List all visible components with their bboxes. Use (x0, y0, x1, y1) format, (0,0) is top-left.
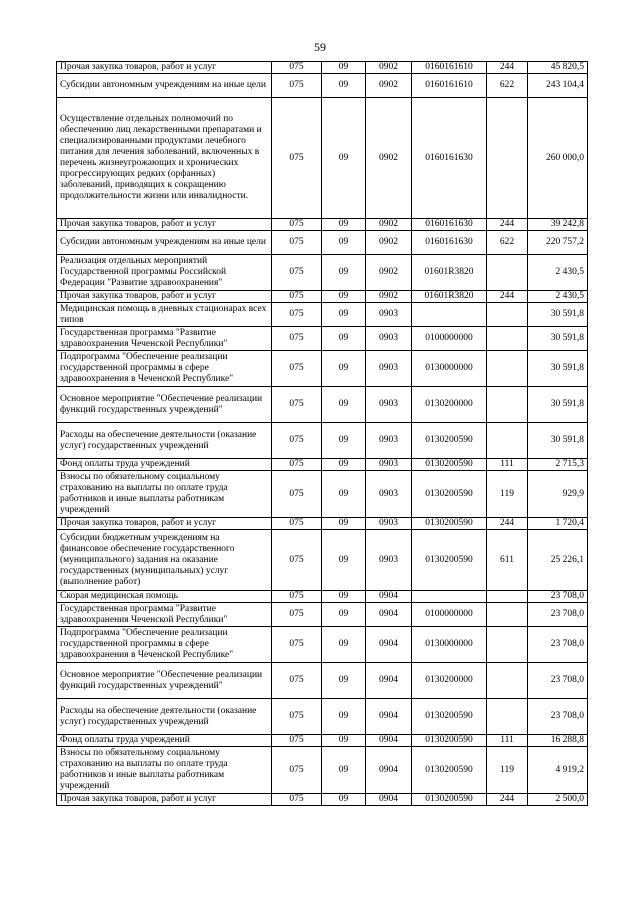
table-row (57, 98, 588, 219)
amount-cell: 243 104,4 (528, 74, 588, 98)
amount-cell: 30 591,8 (528, 423, 588, 459)
table-row (57, 231, 588, 255)
ministry-code-cell: 075 (272, 459, 322, 471)
row-name-cell: Прочая закупка товаров, работ и услуг (57, 518, 272, 530)
section-code-cell: 09 (322, 471, 366, 518)
table-row (57, 219, 588, 231)
row-name-cell: Фонд оплаты труда учреждений (57, 735, 272, 747)
target-article-cell: 0130200000 (412, 387, 487, 423)
target-article-cell: 0130200590 (412, 530, 487, 591)
target-article-cell: 0160161610 (412, 74, 487, 98)
target-article-cell: 01601R3820 (412, 255, 487, 291)
subsection-code-cell: 0904 (366, 794, 412, 806)
ministry-code-cell: 075 (272, 423, 322, 459)
row-name-cell: Государственная программа "Развитие здравоохранения Чеченской Республики" (57, 327, 272, 351)
target-article-cell: 0130000000 (412, 351, 487, 387)
ministry-code-cell: 075 (272, 327, 322, 351)
table-row (57, 530, 588, 591)
table-row (57, 603, 588, 627)
table-row (57, 303, 588, 327)
ministry-code-cell: 075 (272, 62, 322, 74)
row-name-cell: Подпрограмма "Обеспечение реализации государственной программы в сфере здравоохранения в Чеченской Республике" (57, 627, 272, 663)
section-code-cell: 09 (322, 327, 366, 351)
amount-cell: 2 500,0 (528, 794, 588, 806)
ministry-code-cell: 075 (272, 351, 322, 387)
target-article-cell: 0160161630 (412, 231, 487, 255)
amount-cell: 2 430,5 (528, 255, 588, 291)
subsection-code-cell: 0902 (366, 231, 412, 255)
subsection-code-cell: 0902 (366, 74, 412, 98)
amount-cell: 929,9 (528, 471, 588, 518)
section-code-cell: 09 (322, 387, 366, 423)
ministry-code-cell: 075 (272, 591, 322, 603)
row-name-cell: Фонд оплаты труда учреждений (57, 459, 272, 471)
section-code-cell: 09 (322, 627, 366, 663)
target-article-cell: 0130000000 (412, 627, 487, 663)
amount-cell: 16 288,8 (528, 735, 588, 747)
amount-cell: 2 715,3 (528, 459, 588, 471)
table-row (57, 62, 588, 74)
section-code-cell: 09 (322, 231, 366, 255)
expense-type-cell: 244 (487, 518, 528, 530)
section-code-cell: 09 (322, 459, 366, 471)
section-code-cell: 09 (322, 747, 366, 794)
row-name-cell: Подпрограмма "Обеспечение реализации государственной программы в сфере здравоохранения в Чеченской Республике" (57, 351, 272, 387)
ministry-code-cell: 075 (272, 387, 322, 423)
ministry-code-cell: 075 (272, 747, 322, 794)
target-article-cell: 01601R3820 (412, 291, 487, 303)
row-name-cell: Взносы по обязательному социальному страхованию на выплаты по оплате труда работников и иные выплаты работникам учреждений (57, 471, 272, 518)
target-article-cell: 0130200590 (412, 747, 487, 794)
expense-type-cell (487, 387, 528, 423)
subsection-code-cell: 0903 (366, 351, 412, 387)
expense-type-cell (487, 423, 528, 459)
expense-type-cell (487, 327, 528, 351)
table-row (57, 471, 588, 518)
amount-cell: 30 591,8 (528, 327, 588, 351)
section-code-cell: 09 (322, 423, 366, 459)
ministry-code-cell: 075 (272, 74, 322, 98)
expense-type-cell: 611 (487, 530, 528, 591)
row-name-cell: Прочая закупка товаров, работ и услуг (57, 291, 272, 303)
amount-cell: 39 242,8 (528, 219, 588, 231)
row-name-cell: Субсидии бюджетным учреждениям на финансовое обеспечение государственного (муниципального) задания на оказание государственных (муниципальных) услуг (выполнение работ) (57, 530, 272, 591)
table-row (57, 627, 588, 663)
section-code-cell: 09 (322, 62, 366, 74)
target-article-cell: 0130200590 (412, 471, 487, 518)
amount-cell: 30 591,8 (528, 351, 588, 387)
subsection-code-cell: 0904 (366, 735, 412, 747)
subsection-code-cell: 0903 (366, 327, 412, 351)
section-code-cell: 09 (322, 735, 366, 747)
subsection-code-cell: 0904 (366, 747, 412, 794)
subsection-code-cell: 0902 (366, 98, 412, 219)
ministry-code-cell: 075 (272, 98, 322, 219)
expense-type-cell: 119 (487, 471, 528, 518)
subsection-code-cell: 0904 (366, 627, 412, 663)
row-name-cell: Скорая медицинская помощь (57, 591, 272, 603)
subsection-code-cell: 0904 (366, 603, 412, 627)
row-name-cell: Прочая закупка товаров, работ и услуг (57, 219, 272, 231)
section-code-cell: 09 (322, 518, 366, 530)
row-name-cell: Осуществление отдельных полномочий по обеспечению лиц лекарственными препаратами и специализированными продуктами лечебного питания для лечения заболеваний, включенных в перечень жизнеугрожающих и хронических прогрессирующих редких (орфанных) заболеваний, приводящих к сокращению продолжительности жизни или инвалидности. (57, 98, 272, 219)
expense-type-cell (487, 663, 528, 699)
section-code-cell: 09 (322, 291, 366, 303)
table-row (57, 459, 588, 471)
amount-cell: 23 708,0 (528, 591, 588, 603)
page-number: 59 (314, 40, 326, 54)
subsection-code-cell: 0903 (366, 530, 412, 591)
subsection-code-cell: 0904 (366, 699, 412, 735)
subsection-code-cell: 0902 (366, 255, 412, 291)
subsection-code-cell: 0903 (366, 423, 412, 459)
row-name-cell: Субсидии автономным учреждениям на иные цели (57, 74, 272, 98)
table-row (57, 351, 588, 387)
section-code-cell: 09 (322, 699, 366, 735)
target-article-cell: 0160161610 (412, 62, 487, 74)
row-name-cell: Расходы на обеспечение деятельности (оказание услуг) государственных учреждений (57, 423, 272, 459)
ministry-code-cell: 075 (272, 255, 322, 291)
amount-cell: 2 430,5 (528, 291, 588, 303)
amount-cell: 1 720,4 (528, 518, 588, 530)
amount-cell: 220 757,2 (528, 231, 588, 255)
amount-cell: 30 591,8 (528, 303, 588, 327)
target-article-cell: 0130200590 (412, 459, 487, 471)
section-code-cell: 09 (322, 351, 366, 387)
row-name-cell: Государственная программа "Развитие здравоохранения Чеченской Республики" (57, 603, 272, 627)
expense-type-cell (487, 98, 528, 219)
subsection-code-cell: 0904 (366, 663, 412, 699)
expense-type-cell (487, 351, 528, 387)
amount-cell: 23 708,0 (528, 627, 588, 663)
section-code-cell: 09 (322, 591, 366, 603)
amount-cell: 25 226,1 (528, 530, 588, 591)
ministry-code-cell: 075 (272, 603, 322, 627)
row-name-cell: Взносы по обязательному социальному страхованию на выплаты по оплате труда работников и иные выплаты работникам учреждений (57, 747, 272, 794)
row-name-cell: Основное мероприятие "Обеспечение реализации функций государственных учреждений" (57, 387, 272, 423)
expense-type-cell: 622 (487, 74, 528, 98)
amount-cell: 45 820,5 (528, 62, 588, 74)
subsection-code-cell: 0902 (366, 219, 412, 231)
amount-cell: 23 708,0 (528, 603, 588, 627)
ministry-code-cell: 075 (272, 291, 322, 303)
expense-type-cell: 244 (487, 291, 528, 303)
expense-type-cell: 111 (487, 459, 528, 471)
target-article-cell (412, 303, 487, 327)
table-row (57, 518, 588, 530)
subsection-code-cell: 0904 (366, 591, 412, 603)
expense-type-cell: 111 (487, 735, 528, 747)
subsection-code-cell: 0903 (366, 518, 412, 530)
table-row (57, 74, 588, 98)
section-code-cell: 09 (322, 74, 366, 98)
table-row (57, 735, 588, 747)
expense-type-cell (487, 699, 528, 735)
target-article-cell: 0130200000 (412, 663, 487, 699)
ministry-code-cell: 075 (272, 303, 322, 327)
section-code-cell: 09 (322, 219, 366, 231)
expense-type-cell (487, 603, 528, 627)
amount-cell: 23 708,0 (528, 699, 588, 735)
ministry-code-cell: 075 (272, 735, 322, 747)
amount-cell: 4 919,2 (528, 747, 588, 794)
ministry-code-cell: 075 (272, 663, 322, 699)
target-article-cell: 0100000000 (412, 603, 487, 627)
table-row (57, 327, 588, 351)
expense-type-cell (487, 303, 528, 327)
table-row (57, 747, 588, 794)
target-article-cell: 0130200590 (412, 518, 487, 530)
amount-cell: 30 591,8 (528, 387, 588, 423)
section-code-cell: 09 (322, 98, 366, 219)
row-name-cell: Основное мероприятие "Обеспечение реализации функций государственных учреждений" (57, 663, 272, 699)
ministry-code-cell: 075 (272, 219, 322, 231)
subsection-code-cell: 0903 (366, 387, 412, 423)
table-row (57, 794, 588, 806)
expense-type-cell (487, 591, 528, 603)
section-code-cell: 09 (322, 255, 366, 291)
target-article-cell: 0130200590 (412, 699, 487, 735)
row-name-cell: Реализация отдельных мероприятий Государственной программы Российской Федерации "Развитие здравоохранения" (57, 255, 272, 291)
expense-type-cell: 119 (487, 747, 528, 794)
expense-type-cell (487, 627, 528, 663)
ministry-code-cell: 075 (272, 794, 322, 806)
subsection-code-cell: 0902 (366, 291, 412, 303)
table-row (57, 663, 588, 699)
budget-table (56, 61, 588, 806)
ministry-code-cell: 075 (272, 530, 322, 591)
subsection-code-cell: 0903 (366, 471, 412, 518)
row-name-cell: Медицинская помощь в дневных стационарах всех типов (57, 303, 272, 327)
amount-cell: 260 000,0 (528, 98, 588, 219)
target-article-cell: 0130200590 (412, 794, 487, 806)
section-code-cell: 09 (322, 530, 366, 591)
target-article-cell: 0130200590 (412, 423, 487, 459)
row-name-cell: Прочая закупка товаров, работ и услуг (57, 62, 272, 74)
expense-type-cell: 244 (487, 219, 528, 231)
table-row (57, 699, 588, 735)
target-article-cell: 0100000000 (412, 327, 487, 351)
target-article-cell (412, 591, 487, 603)
section-code-cell: 09 (322, 794, 366, 806)
subsection-code-cell: 0902 (366, 62, 412, 74)
table-row (57, 291, 588, 303)
row-name-cell: Субсидии автономным учреждениям на иные цели (57, 231, 272, 255)
table-row (57, 423, 588, 459)
ministry-code-cell: 075 (272, 699, 322, 735)
expense-type-cell: 244 (487, 62, 528, 74)
section-code-cell: 09 (322, 303, 366, 327)
section-code-cell: 09 (322, 603, 366, 627)
target-article-cell: 0130200590 (412, 735, 487, 747)
expense-type-cell (487, 255, 528, 291)
target-article-cell: 0160161630 (412, 219, 487, 231)
subsection-code-cell: 0903 (366, 303, 412, 327)
ministry-code-cell: 075 (272, 518, 322, 530)
subsection-code-cell: 0903 (366, 459, 412, 471)
ministry-code-cell: 075 (272, 231, 322, 255)
row-name-cell: Расходы на обеспечение деятельности (оказание услуг) государственных учреждений (57, 699, 272, 735)
table-row (57, 387, 588, 423)
ministry-code-cell: 075 (272, 627, 322, 663)
section-code-cell: 09 (322, 663, 366, 699)
table-row (57, 591, 588, 603)
expense-type-cell: 622 (487, 231, 528, 255)
expense-type-cell: 244 (487, 794, 528, 806)
row-name-cell: Прочая закупка товаров, работ и услуг (57, 794, 272, 806)
target-article-cell: 0160161630 (412, 98, 487, 219)
table-row (57, 255, 588, 291)
amount-cell: 23 708,0 (528, 663, 588, 699)
ministry-code-cell: 075 (272, 471, 322, 518)
